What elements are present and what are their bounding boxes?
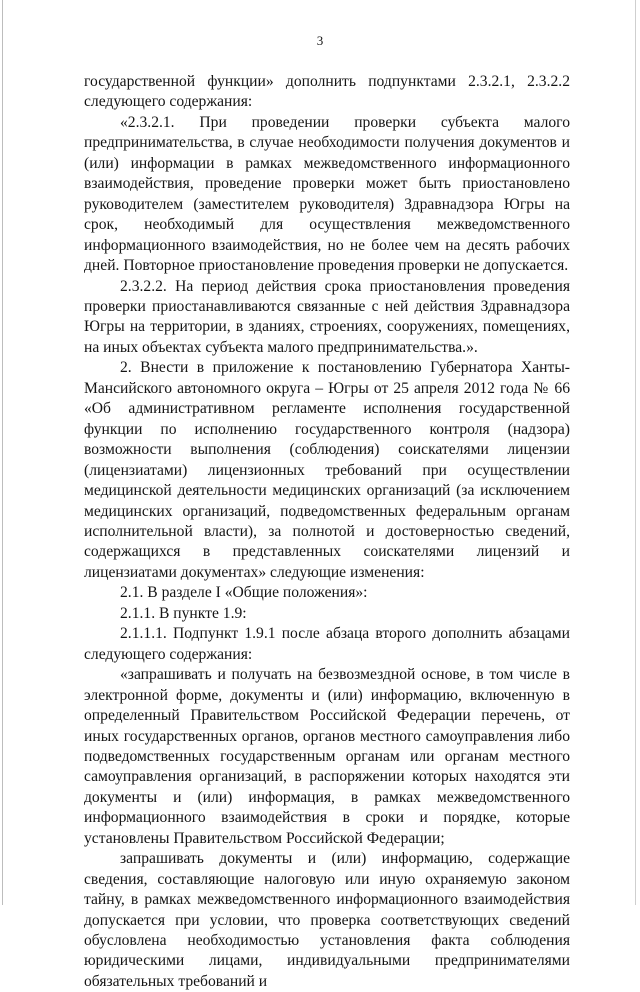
page-number: 3 bbox=[316, 33, 324, 48]
paragraph: 2.3.2.2. На период действия срока приостановления проведения проверки приостанавливаются связанные с ней действия Здравнадзора Югры на территории, в зданиях, строениях, сооружениях, помещениях, на иных объектах субъекта малого предпринимательства.». bbox=[84, 277, 570, 356]
paragraph: 2.1. В разделе I «Общие положения»: bbox=[120, 584, 368, 602]
scan-right-edge bbox=[635, 0, 636, 905]
document-body bbox=[84, 72, 570, 992]
paragraph: 2.1.1.1. Подпункт 1.9.1 после абзаца второго дополнить абзацами следующего содержания: bbox=[84, 625, 570, 663]
paragraph: государственной функции» дополнить подпунктами 2.3.2.1, 2.3.2.2 следующего содержания: bbox=[84, 73, 570, 111]
paragraph: 2. Внести в приложение к постановлению Губернатора Ханты-Мансийского автономного округа – Югры от 25 апреля 2012 года № 66 «Об административном регламенте исполнения государственной функции по исполнению государственного контроля (надзора) возможности выполнения (соблюдения) соискателями лицензии (лицензиатами) лицензионных требований при осуществлении медицинской деятельности медицинских организаций (за исключением медицинских организаций, подведомственных федеральным органам исполнительной власти), за полнотой и достоверностью сведений, содержащихся в представленных соискателями лицензий и лицензиатами документах» следующие изменения: bbox=[84, 359, 570, 581]
scan-left-edge bbox=[2, 0, 3, 905]
paragraph: запрашивать документы и (или) информацию, содержащие сведения, составляющие налоговую или иную охраняемую законом тайну, в рамках межведомственного информационного взаимодействия допускается при условии, что проверка соответствующих сведений обусловлена необходимостью установления факта соблюдения юридическими лицами, индивидуальными предпринимателями обязательных требований и bbox=[84, 850, 570, 990]
paragraph: «запрашивать и получать на безвозмездной основе, в том числе в электронной форме, документы и (или) информацию, включенную в определенный Правительством Российской Федерации перечень, от иных государственных органов, органов местного самоуправления либо подведомственных государственным органам или органам местного самоуправления организаций, в распоряжении которых находятся эти документы и (или) информация, в рамках межведомственного информационного взаимодействия в сроки и порядке, которые установлены Правительством Российской Федерации; bbox=[84, 666, 570, 847]
paragraph: «2.3.2.1. При проведении проверки субъекта малого предпринимательства, в случае необходимости получения документов и (или) информации в рамках межведомственного информационного взаимодействия, проведение проверки может быть приостановлено руководителем (заместителем руководителя) Здравнадзора Югры на срок, необходимый для осуществления межведомственного информационного взаимодействия, но не более чем на десять рабочих дней. Повторное приостановление проведения проверки не допускается. bbox=[84, 113, 570, 275]
paragraph: 2.1.1. В пункте 1.9: bbox=[120, 604, 247, 622]
